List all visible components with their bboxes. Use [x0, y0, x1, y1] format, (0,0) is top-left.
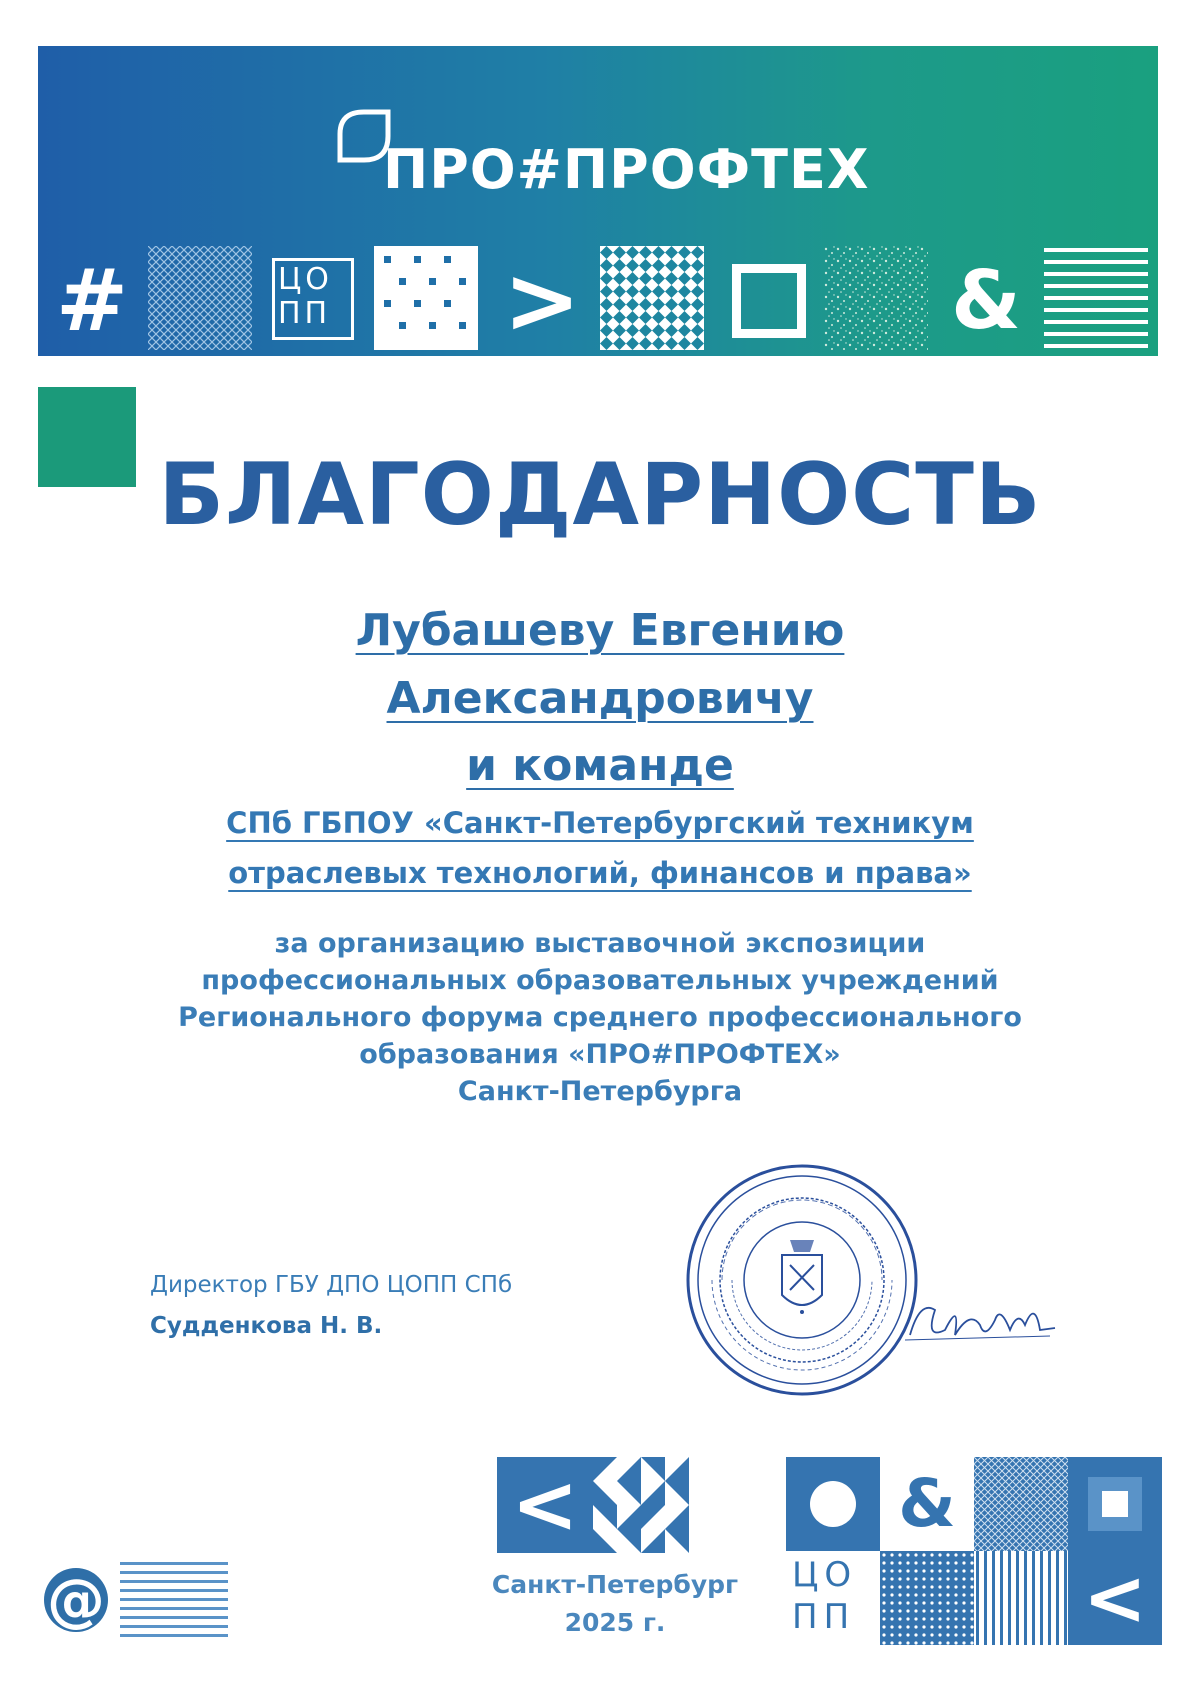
checker-pattern-tile [600, 246, 704, 350]
organization-line-1: СПб ГБПОУ «Санкт-Петербургский техникум [226, 806, 974, 840]
recipient-line-2: Александровичу [386, 673, 814, 724]
lt-footer-text: < [1083, 1553, 1147, 1642]
square-outline-tile [714, 246, 818, 350]
tsopp-top-text: ЦО [278, 262, 333, 297]
header-banner [38, 46, 1158, 356]
stripes-decoration [120, 1560, 228, 1640]
at-sign-text: @ [47, 1566, 105, 1634]
document-title: БЛАГОДАРНОСТЬ [158, 445, 1042, 545]
crosshatch-tile [974, 1457, 1068, 1551]
organization-line-2: отраслевых технологий, финансов и права» [228, 856, 972, 890]
signatory-name: Судденкова Н. В. [150, 1313, 383, 1339]
tsopp-logo-tile [260, 246, 364, 350]
circle-tile [786, 1457, 880, 1551]
reason-line-5: Санкт-Петербурга [457, 1076, 743, 1107]
triangle-pattern-tile [593, 1457, 689, 1553]
tsopp-footer-bottom: ПП [792, 1597, 856, 1637]
reason-line-3: Регионального форума среднего профессионального [178, 1002, 1022, 1033]
tsopp-footer-top: ЦО [792, 1555, 858, 1595]
vertical-stripes-tile [974, 1551, 1068, 1645]
ampersand-text: & [898, 1465, 956, 1542]
footer-city: Санкт-Петербург [491, 1570, 739, 1599]
greater-than-tile: > [503, 247, 581, 354]
tsopp-bottom-text: ПП [278, 296, 332, 331]
recipient-line-3: и команде [466, 740, 734, 791]
dot-grid-tile [880, 1551, 974, 1645]
signature-icon [900, 1280, 1060, 1360]
signatory-position: Директор ГБУ ДПО ЦОПП СПб [150, 1272, 513, 1298]
hash-tile: # [55, 251, 129, 351]
crosshatch-pattern-tile [148, 246, 252, 350]
logo-text: ПРО#ПРОФТЕХ [383, 138, 870, 201]
recipient-line-1: Лубашеву Евгению [355, 605, 845, 656]
reason-line-1: за организацию выставочной экспозиции [274, 928, 926, 959]
plaid-tile [1068, 1457, 1162, 1551]
footer-year: 2025 г. [564, 1608, 666, 1637]
reason-text [0, 925, 1200, 1110]
dots-pattern-tile [374, 246, 478, 350]
speckle-pattern-tile [824, 246, 928, 350]
footer-right-grid [786, 1457, 1164, 1647]
reason-line-2: профессиональных образовательных учреждений [201, 965, 999, 996]
tsopp-footer-tile [786, 1551, 880, 1645]
official-stamp-icon [682, 1160, 922, 1400]
footer-city-year [460, 1566, 770, 1642]
stripes-pattern-tile [1044, 246, 1148, 350]
ampersand-tile: & [951, 254, 1021, 347]
footer-lt-text: < [511, 1458, 579, 1551]
reason-line-4: образования «ПРО#ПРОФТЕХ» [359, 1039, 841, 1070]
